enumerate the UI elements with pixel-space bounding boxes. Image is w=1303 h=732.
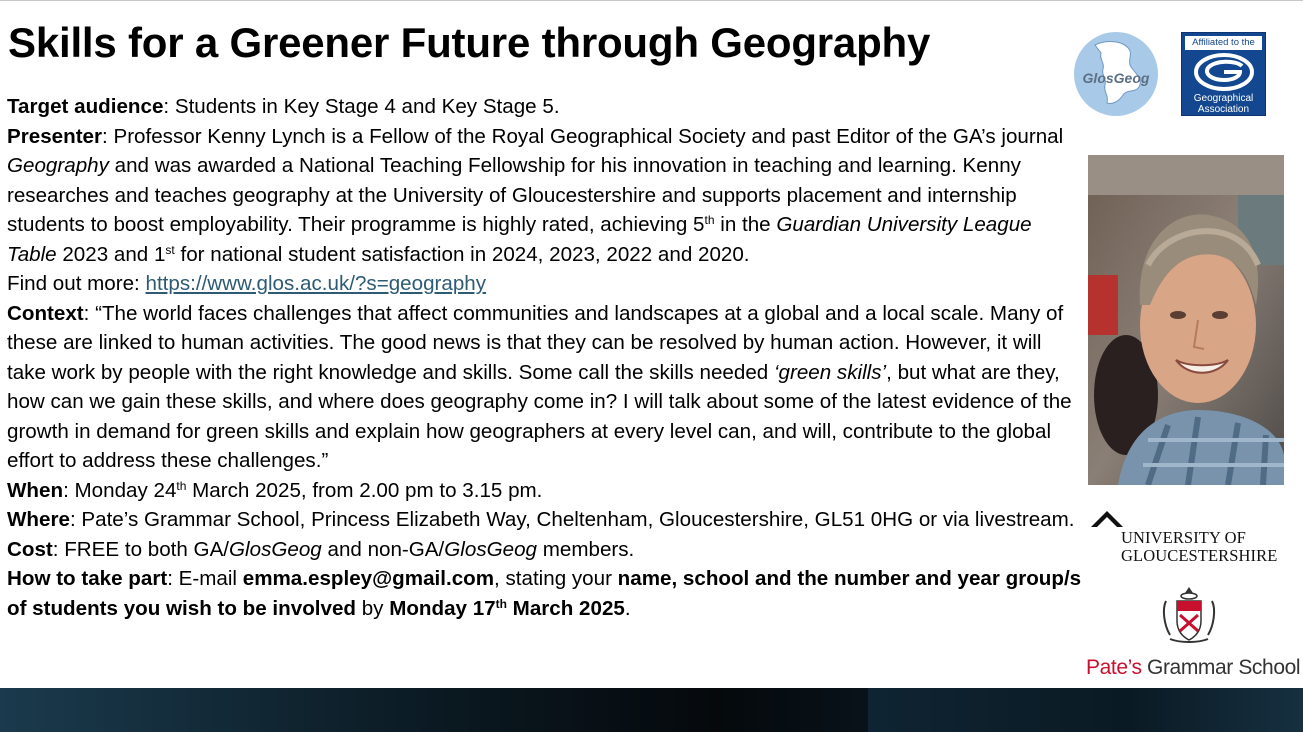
when-label: When xyxy=(7,478,64,502)
page-title: Skills for a Greener Future through Geography xyxy=(8,19,931,66)
find-out-more: Find out more: https://www.glos.ac.uk/?s=geography xyxy=(7,272,487,295)
top-border xyxy=(0,0,1303,1)
journal-title: Geography xyxy=(7,154,109,177)
presenter-paragraph: Presenter: Professor Kenny Lynch is a Fellow of the Royal Geographical Society and past Editor of the GA’s journal Geography and was awarded a National Teaching Fellowship for his innovation in teaching and learning. Kenny researches and teaches geography at the University of Gloucestershire and supports placement and internship students to boost employability. Their programme is highly rated, achieving 5th in the Guardian University League Table 2023 and 1st for national student satisfaction in 2024, 2023, 2022 and 2020. xyxy=(7,124,1064,266)
green-skills-term: ‘green skills’ xyxy=(773,360,887,384)
ga-affiliated-text: Affiliated to the xyxy=(1185,36,1262,50)
deadline-date: Monday 17th March 2025 xyxy=(389,596,625,620)
geography-link[interactable]: https://www.glos.ac.uk/?s=geography xyxy=(145,272,487,295)
ga-name: Geographical Association xyxy=(1193,93,1254,115)
glosgeog-text: GlosGeog xyxy=(1082,70,1150,86)
context-paragraph: Context: “The world faces challenges that affect communities and landscapes at a global and a local scale. Many of these are linked to human activities. The good news is that they can be resolved by human action. However, it will take work by people with the right knowledge and skills. Some call the skills needed ‘green skills’, but what are they, how can we gain these skills, and where does geography come in? I will talk about some of the latest evidence of the growth in demand for green skills and explain how geographers at every level can, and will, contribute to the global effort to address these challenges.” xyxy=(7,301,1072,472)
chevron-up-icon xyxy=(1090,505,1124,533)
footer-bar xyxy=(0,688,1303,732)
where-line: Where: Pate’s Grammar School, Princess Elizabeth Way, Cheltenham, Gloucestershire, GL51 0HG or via livestream. xyxy=(7,508,1075,531)
when-line: When: Monday 24th March 2025, from 2.00 pm to 3.15 pm. xyxy=(7,478,543,502)
university-of-gloucestershire-logo xyxy=(1088,505,1298,567)
presenter-label: Presenter xyxy=(7,124,103,148)
context-label: Context xyxy=(7,301,84,325)
contact-email: emma.espley@gmail.com xyxy=(242,567,495,590)
target-audience: Target audience: Students in Key Stage 4 and Key Stage 5. xyxy=(7,95,560,118)
cost-line: Cost: FREE to both GA/GlosGeog and non-GA/GlosGeog members. xyxy=(7,537,635,561)
uog-line-2: GLOUCESTERSHIRE xyxy=(1121,546,1278,565)
how-to-take-part: How to take part: E-mail emma.espley@gmail.com, stating your name, school and the number and year group/s of students you wish to be involved by Monday 17th March 2025. xyxy=(7,567,1082,620)
footer-bar-right xyxy=(868,688,1303,732)
uog-line-1: UNIVERSITY OF xyxy=(1121,528,1246,547)
glosgeog-logo xyxy=(1073,31,1159,117)
ga-globe-icon xyxy=(1192,52,1256,92)
cost-label: Cost xyxy=(7,537,53,561)
where-label: Where xyxy=(7,508,70,531)
presenter-photo xyxy=(1088,155,1284,485)
league-table-title: Guardian University League Table xyxy=(7,213,1032,266)
event-details xyxy=(7,92,1085,623)
pates-grammar-school-wordmark: Pate’s Grammar School xyxy=(1086,656,1301,679)
pates-crest-icon xyxy=(1160,585,1218,645)
target-label: Target audience xyxy=(7,95,164,118)
ga-logo xyxy=(1181,32,1266,116)
how-label: How to take part xyxy=(7,567,168,590)
